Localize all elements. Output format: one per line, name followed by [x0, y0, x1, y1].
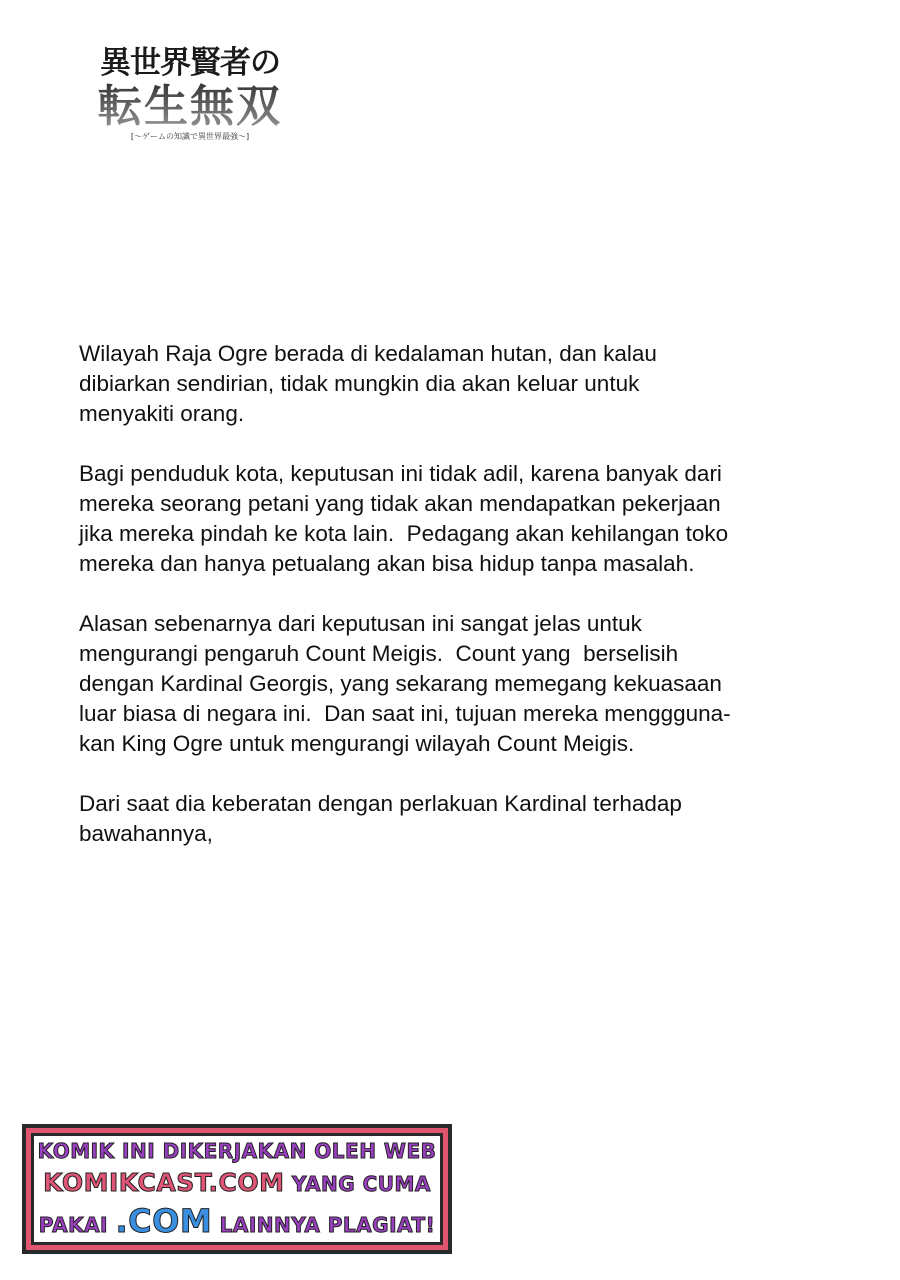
text-line: dengan Kardinal Georgis, yang sekarang memegang kekuasaan [79, 671, 722, 696]
text-line: Wilayah Raja Ogre berada di kedalaman hutan, dan kalau [79, 341, 657, 366]
text-line: kan King Ogre untuk mengurangi wilayah Count Meigis. [79, 731, 635, 756]
text-line: Alasan sebenarnya dari keputusan ini sangat jelas untuk [79, 611, 642, 636]
logo-subtitle: [～ゲームの知識で異世界最強～] [130, 132, 250, 141]
paragraph [79, 339, 731, 429]
text-line: dibiarkan sendirian, tidak mungkin dia akan keluar untuk [79, 371, 640, 396]
text-line: menyakiti orang. [79, 401, 245, 426]
text-line: mereka dan hanya petualang akan bisa hidup tanpa masalah. [79, 551, 695, 576]
logo-title-line1: 異世界賢者の [100, 45, 280, 81]
text-line: bawahannya, [79, 821, 213, 846]
text-line: luar biasa di negara ini. Dan saat ini, tujuan mereka menggguna- [79, 701, 731, 726]
banner-site: KOMIKCAST.COM [43, 1167, 285, 1197]
series-logo [84, 44, 296, 142]
banner-dotcom: .COM [115, 1201, 213, 1240]
banner-line3-pre: PAKAI [38, 1212, 108, 1237]
scanlation-banner [22, 1124, 452, 1254]
paragraph [79, 609, 731, 759]
text-line: Bagi penduduk kota, keputusan ini tidak adil, karena banyak dari [79, 461, 722, 486]
banner-line2: YANG CUMA [291, 1171, 431, 1196]
text-line: Dari saat dia keberatan dengan perlakuan Kardinal terhadap [79, 791, 682, 816]
text-line: mereka seorang petani yang tidak akan mendapatkan pekerjaan [79, 491, 721, 516]
paragraph [79, 789, 731, 849]
banner-line1: KOMIK INI DIKERJAKAN OLEH WEB [37, 1138, 437, 1163]
banner-line3-post: LAINNYA PLAGIAT! [219, 1212, 436, 1237]
text-line: jika mereka pindah ke kota lain. Pedagang akan kehilangan toko [79, 521, 729, 546]
body-text [79, 339, 731, 879]
paragraph [79, 459, 731, 579]
logo-title-line2: 転生無双 [84, 82, 296, 132]
text-line: mengurangi pengaruh Count Meigis. Count yang berselisih [79, 641, 679, 666]
